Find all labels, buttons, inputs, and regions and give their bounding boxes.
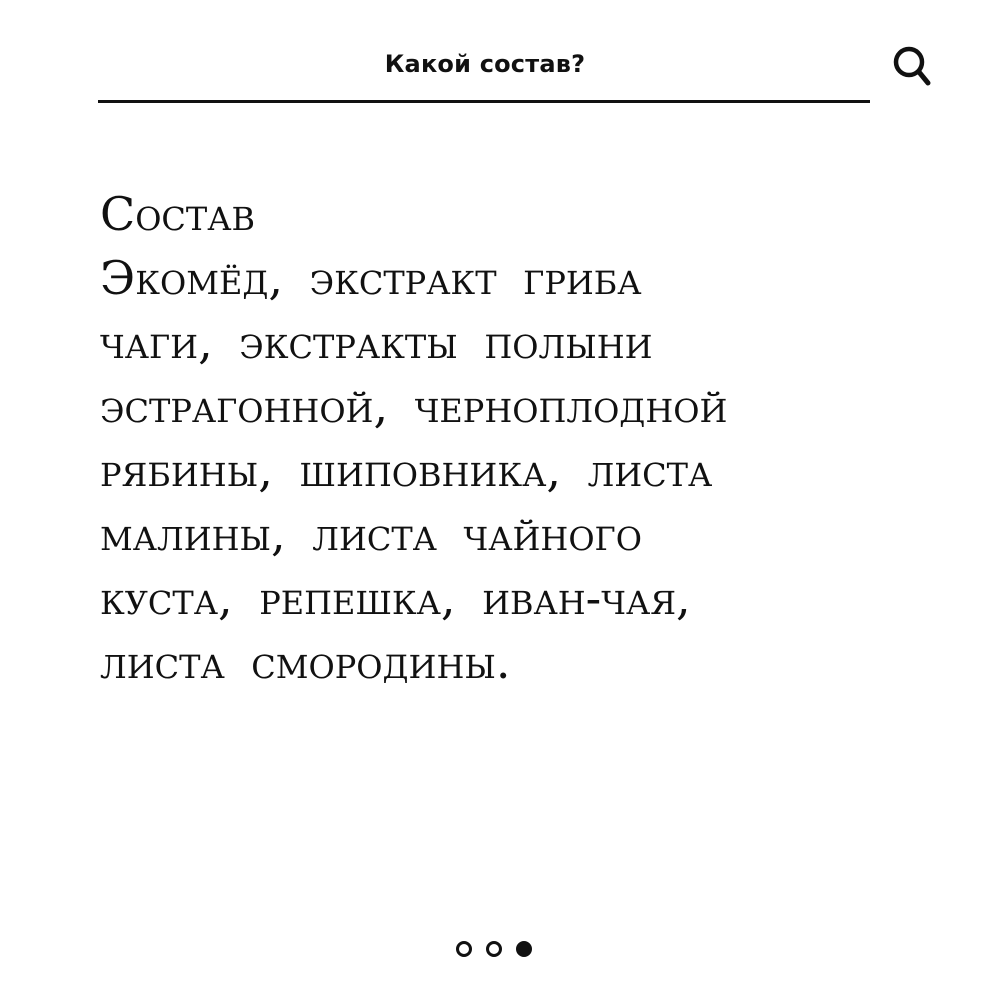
pagination-dots bbox=[456, 938, 532, 960]
page-dot-2[interactable] bbox=[486, 941, 502, 957]
page-title: Какой состав? bbox=[384, 50, 586, 78]
composition-line: чаги, экстракты полыни bbox=[100, 315, 653, 369]
header-divider bbox=[98, 100, 870, 103]
composition-line: куста, репешка, иван-чая, bbox=[100, 571, 691, 625]
composition-line: малины, листа чайного bbox=[100, 507, 642, 561]
composition-line: эстрагонной, черноплодной bbox=[100, 379, 728, 433]
composition-line: Экомёд, экстракт гриба bbox=[100, 251, 642, 305]
search-button[interactable] bbox=[888, 40, 944, 96]
page-dot-3-active[interactable] bbox=[516, 941, 532, 957]
composition-line: рябины, шиповника, листа bbox=[100, 443, 713, 497]
page-dot-1[interactable] bbox=[456, 941, 472, 957]
composition-text bbox=[100, 182, 920, 694]
search-icon bbox=[888, 40, 944, 96]
composition-line: листа смородины. bbox=[100, 635, 511, 689]
composition-heading: Состав bbox=[100, 187, 256, 241]
